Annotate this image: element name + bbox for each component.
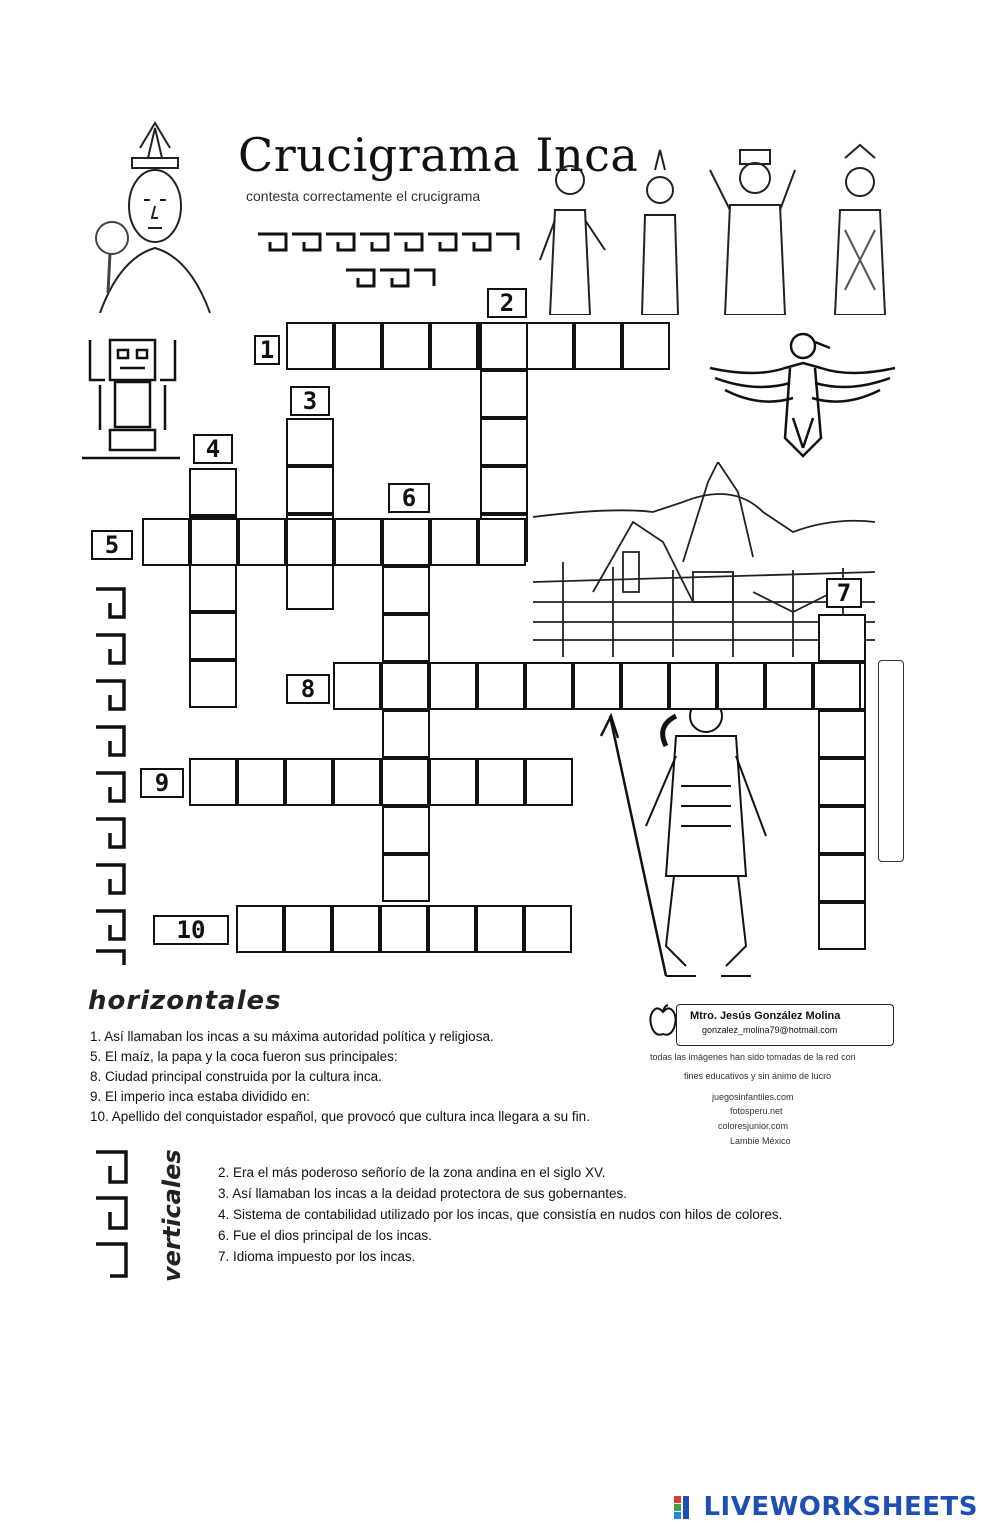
answer-cell-1-across[interactable] (526, 322, 574, 370)
answer-cell-5-across[interactable] (430, 518, 478, 566)
side-badge (878, 660, 904, 862)
answer-cell-7-down[interactable] (818, 614, 866, 662)
answer-cell-6-down[interactable] (382, 566, 430, 614)
clue-number-8: 8 (286, 674, 330, 704)
answer-cell-8-across[interactable] (381, 662, 429, 710)
answer-cell-2-down[interactable] (480, 418, 528, 466)
answer-cell-2-down[interactable] (480, 370, 528, 418)
answer-cell-9-across[interactable] (381, 758, 429, 806)
greek-key-border-bottom-left (92, 1148, 132, 1280)
answer-cell-8-across[interactable] (477, 662, 525, 710)
clue-number-10: 10 (153, 915, 229, 945)
liveworksheets-brand (673, 1492, 978, 1522)
greek-key-border-top (256, 230, 521, 292)
horizontal-clue-8: 8. Ciudad principal construida por la cultura inca. (90, 1069, 382, 1084)
answer-cell-9-across[interactable] (237, 758, 285, 806)
answer-cell-6-down[interactable] (382, 710, 430, 758)
credit-source-3: coloresjunior.com (718, 1121, 789, 1131)
answer-cell-5-across[interactable] (238, 518, 286, 566)
answer-cell-4-down[interactable] (189, 468, 237, 516)
answer-cell-7-down[interactable] (818, 710, 866, 758)
answer-cell-5-across[interactable] (142, 518, 190, 566)
answer-cell-2-down[interactable] (480, 322, 528, 370)
vertical-clue-6: 6. Fue el dios principal de los incas. (218, 1228, 432, 1243)
horizontal-clue-9: 9. El imperio inca estaba dividido en: (90, 1089, 310, 1104)
horizontales-heading: horizontales (88, 986, 282, 1016)
horizontal-clue-5: 5. El maíz, la papa y la coca fueron sus principales: (90, 1049, 398, 1064)
horizontal-clue-10: 10. Apellido del conquistador español, que provocó que cultura inca llegara a su fin. (90, 1109, 590, 1124)
page-subtitle: contesta correctamente el crucigrama (246, 188, 481, 204)
answer-cell-7-down[interactable] (818, 854, 866, 902)
answer-cell-10-across[interactable] (428, 905, 476, 953)
answer-cell-9-across[interactable] (525, 758, 573, 806)
answer-cell-7-down[interactable] (818, 806, 866, 854)
condor-illustration (705, 328, 900, 458)
vertical-clue-3: 3. Así llamaban los incas a la deidad protectora de sus gobernantes. (218, 1186, 628, 1201)
clue-number-2: 2 (487, 288, 527, 318)
credit-source-2: fotosperu.net (730, 1106, 783, 1116)
answer-cell-1-across[interactable] (430, 322, 478, 370)
clue-number-1: 1 (254, 335, 280, 365)
answer-cell-10-across[interactable] (380, 905, 428, 953)
answer-cell-9-across[interactable] (285, 758, 333, 806)
credit-note-2: fines educativos y sin ánimo de lucro (684, 1071, 832, 1081)
answer-cell-9-across[interactable] (333, 758, 381, 806)
clue-number-4: 4 (193, 434, 233, 464)
liveworksheets-name: LIVEWORKSHEETS (703, 1492, 978, 1522)
inca-portrait-illustration (80, 118, 230, 313)
answer-cell-8-across[interactable] (621, 662, 669, 710)
answer-cell-1-across[interactable] (622, 322, 670, 370)
answer-cell-1-across[interactable] (334, 322, 382, 370)
answer-cell-9-across[interactable] (429, 758, 477, 806)
clue-number-7: 7 (826, 578, 862, 608)
answer-cell-10-across[interactable] (236, 905, 284, 953)
clue-number-6: 6 (388, 483, 430, 513)
answer-cell-7-down[interactable] (818, 902, 866, 950)
answer-cell-5-across[interactable] (382, 518, 430, 566)
answer-cell-8-across[interactable] (717, 662, 765, 710)
inca-warrior-illustration (596, 676, 786, 986)
apple-icon (648, 1004, 678, 1038)
answer-cell-6-down[interactable] (382, 854, 430, 902)
answer-cell-8-across[interactable] (813, 662, 861, 710)
answer-cell-3-down[interactable] (286, 466, 334, 514)
answer-cell-8-across[interactable] (525, 662, 573, 710)
answer-cell-1-across[interactable] (286, 322, 334, 370)
answer-cell-1-across[interactable] (382, 322, 430, 370)
answer-cell-8-across[interactable] (573, 662, 621, 710)
vertical-clue-2: 2. Era el más poderoso señorío de la zona andina en el siglo XV. (218, 1165, 606, 1180)
clue-number-3: 3 (290, 386, 330, 416)
verticales-heading: verticales (158, 1149, 186, 1282)
answer-cell-5-across[interactable] (334, 518, 382, 566)
credit-note-1: todas las imágenes han sido tomadas de la red con (650, 1052, 856, 1062)
page-title: Crucigrama Inca (238, 128, 639, 182)
answer-cell-4-down[interactable] (189, 660, 237, 708)
answer-cell-10-across[interactable] (524, 905, 572, 953)
horizontal-clue-1: 1. Así llamaban los incas a su máxima autoridad política y religiosa. (90, 1029, 494, 1044)
author-email: gonzalez_molina79@hotmail.com (702, 1025, 838, 1035)
answer-cell-9-across[interactable] (189, 758, 237, 806)
greek-key-border-left (92, 585, 130, 967)
vertical-clue-7: 7. Idioma impuesto por los incas. (218, 1249, 416, 1264)
answer-cell-5-across[interactable] (190, 518, 238, 566)
answer-cell-5-across[interactable] (286, 518, 334, 566)
credit-source-4: Lambie México (730, 1136, 791, 1146)
answer-cell-8-across[interactable] (429, 662, 477, 710)
answer-cell-6-down[interactable] (382, 614, 430, 662)
answer-cell-3-down[interactable] (286, 418, 334, 466)
answer-cell-4-down[interactable] (189, 612, 237, 660)
viracocha-idol-illustration (80, 330, 185, 465)
credit-source-1: juegosinfantiles.com (712, 1092, 794, 1102)
answer-cell-2-down[interactable] (480, 466, 528, 514)
answer-cell-8-across[interactable] (765, 662, 813, 710)
inca-figures-illustration (530, 140, 910, 315)
clue-number-5: 5 (91, 530, 133, 560)
answer-cell-10-across[interactable] (332, 905, 380, 953)
answer-cell-10-across[interactable] (476, 905, 524, 953)
author-name: Mtro. Jesús González Molina (690, 1010, 841, 1022)
liveworksheets-logo-icon (673, 1494, 699, 1520)
answer-cell-9-across[interactable] (477, 758, 525, 806)
vertical-clue-4: 4. Sistema de contabilidad utilizado por los incas, que consistía en nudos con hilos de colores. (218, 1207, 783, 1222)
answer-cell-6-down[interactable] (382, 806, 430, 854)
answer-cell-3-down[interactable] (286, 562, 334, 610)
answer-cell-1-across[interactable] (574, 322, 622, 370)
clue-number-9: 9 (140, 768, 184, 798)
answer-cell-5-across[interactable] (478, 518, 526, 566)
answer-cell-8-across[interactable] (333, 662, 381, 710)
answer-cell-10-across[interactable] (284, 905, 332, 953)
answer-cell-7-down[interactable] (818, 758, 866, 806)
answer-cell-8-across[interactable] (669, 662, 717, 710)
answer-cell-4-down[interactable] (189, 564, 237, 612)
